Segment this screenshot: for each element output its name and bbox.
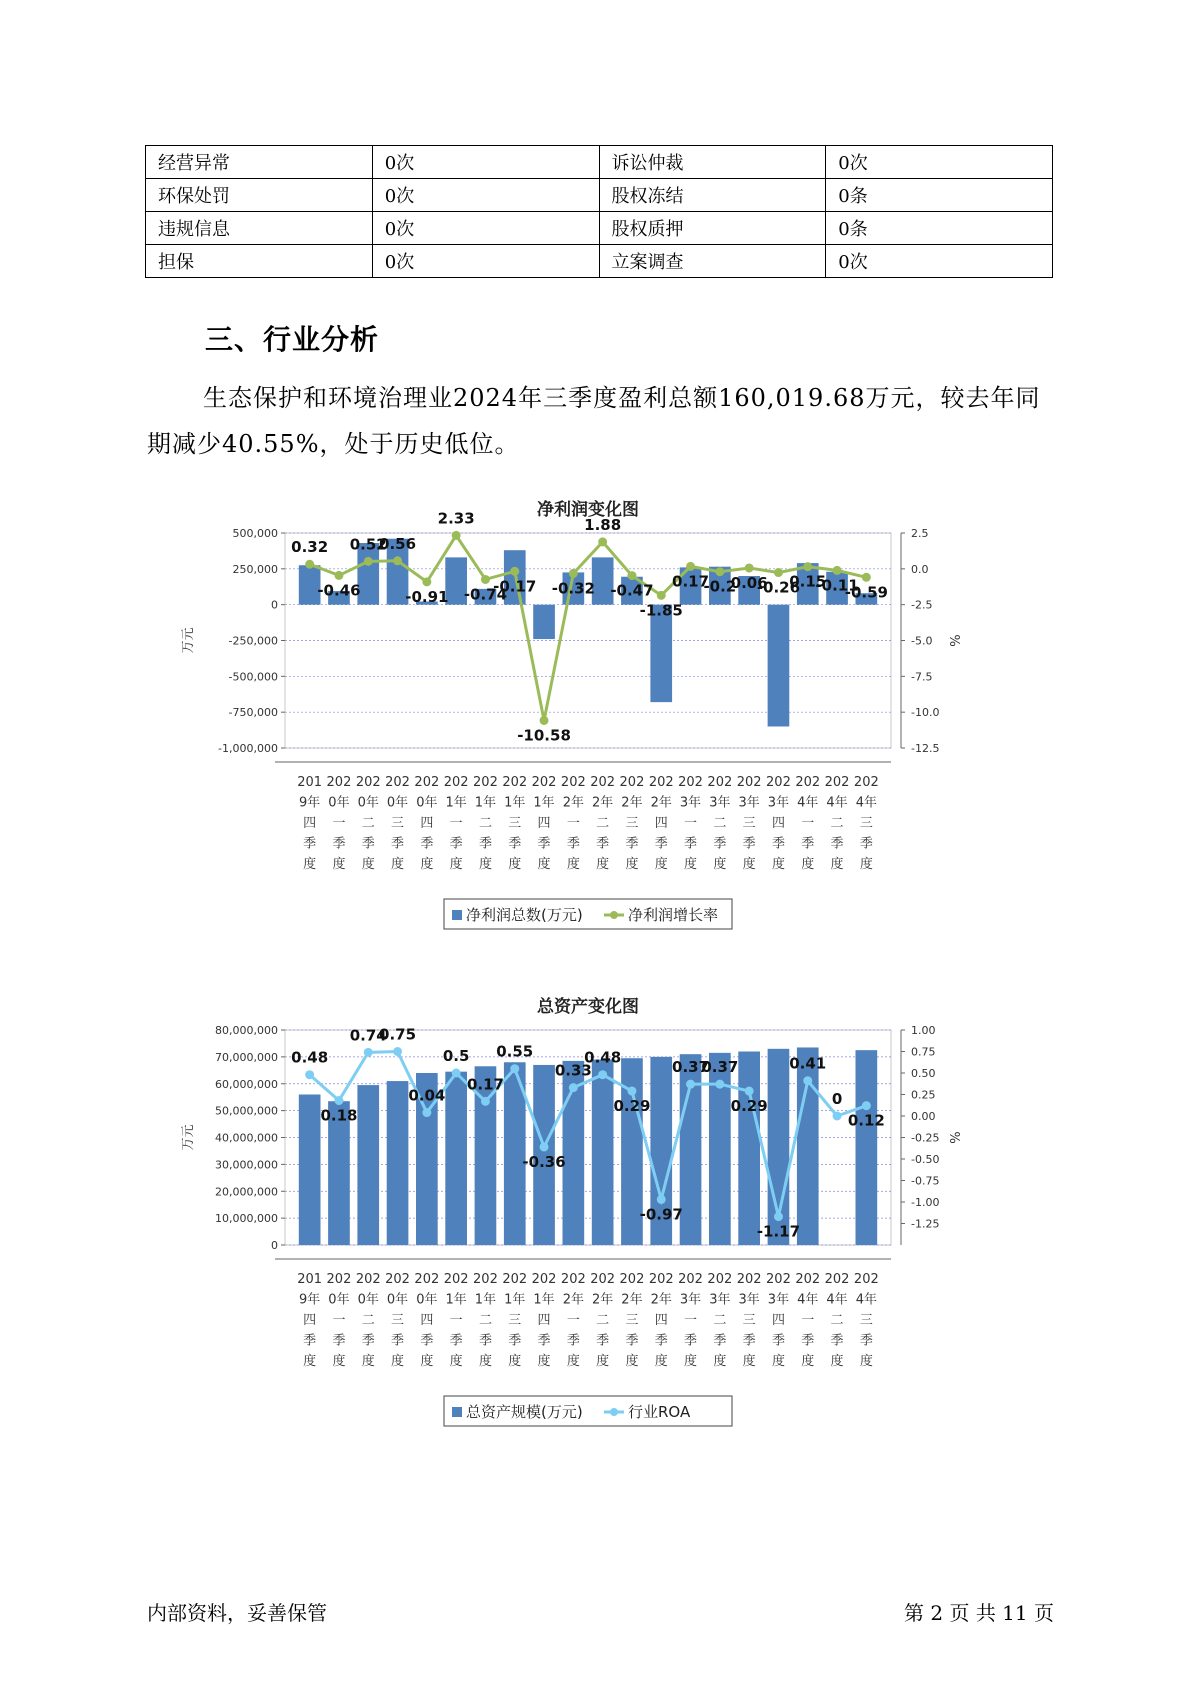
risk-value: 0次 (826, 245, 1053, 278)
risk-label: 诉讼仲裁 (599, 146, 826, 179)
data-label: -0.97 (639, 1205, 683, 1224)
bar (357, 1085, 379, 1245)
x-tick-label: 202 0年三季度 (385, 1272, 410, 1369)
line-point (481, 1097, 490, 1106)
risk-label: 环保处罚 (146, 179, 373, 212)
x-tick-label: 202 1年四季度 (531, 775, 557, 872)
line-point (598, 537, 607, 546)
y-right-tick-label: -0.25 (911, 1131, 940, 1145)
line-point (422, 577, 431, 586)
bar (299, 1095, 321, 1246)
risk-value: 0次 (372, 146, 599, 179)
x-tick-label: 202 2年二季度 (590, 775, 616, 872)
line-point (305, 560, 314, 569)
y-right-tick-label: 0.00 (911, 1110, 936, 1123)
y-right-tick-label: -7.5 (911, 670, 933, 684)
bar (533, 605, 555, 639)
table-row (146, 245, 1053, 278)
y-right-tick-label: -5.0 (911, 634, 933, 648)
table-row (146, 179, 1053, 212)
y-tick-label: 500,000 (232, 527, 278, 540)
line-point (598, 1070, 607, 1079)
x-tick-label: 202 0年四季度 (414, 775, 440, 872)
data-label: 0.52 (349, 535, 387, 554)
x-tick-label: 202 2年一季度 (560, 775, 586, 872)
y-tick-label: 0 (271, 1239, 278, 1252)
y-right-tick-label: -10.0 (911, 706, 940, 720)
legend-line-dot (610, 911, 618, 919)
data-label: -0.32 (551, 579, 595, 598)
data-label: -0.17 (493, 577, 537, 596)
x-tick-label: 201 9年四季度 (297, 775, 323, 872)
data-label: 2.33 (437, 509, 475, 528)
x-tick-label: 202 1年三季度 (502, 775, 528, 872)
x-tick-label: 202 3年四季度 (766, 775, 791, 872)
line-point (774, 1212, 783, 1221)
line-point (715, 567, 724, 576)
line-point (686, 1080, 695, 1089)
line-point (364, 1048, 373, 1057)
x-tick-label: 202 1年一季度 (443, 775, 469, 872)
line-point (334, 571, 343, 580)
line-point (481, 575, 490, 584)
legend-label: 总资产规模(万元) (466, 1403, 583, 1421)
line-point (833, 1112, 842, 1121)
x-tick-label: 202 0年二季度 (355, 1272, 381, 1369)
x-tick-label: 201 9年四季度 (297, 1272, 323, 1369)
x-tick-label: 202 3年三季度 (736, 775, 762, 872)
y-right-tick-label: 1.00 (911, 1024, 936, 1037)
data-label: 0.15 (789, 572, 827, 591)
risk-value: 0次 (372, 179, 599, 212)
risk-value: 0次 (372, 245, 599, 278)
line-point (452, 1069, 461, 1078)
legend-bar-swatch (452, 1407, 462, 1417)
total-assets-chart (180, 992, 980, 1442)
line-point (452, 531, 461, 540)
data-label: 0.06 (730, 573, 768, 592)
data-label: 0.37 (672, 1058, 710, 1077)
x-tick-label: 202 0年三季度 (385, 775, 410, 872)
data-label: -0.91 (405, 587, 449, 606)
y-right-axis-title: % (949, 634, 964, 647)
x-tick-label: 202 1年三季度 (502, 1272, 528, 1369)
data-label: 0 (831, 1090, 843, 1108)
line-point (774, 568, 783, 577)
x-tick-label: 202 2年四季度 (648, 775, 674, 872)
data-label: -0.11 (815, 576, 859, 595)
y-right-tick-label: 0.75 (911, 1045, 936, 1059)
chart-title: 总资产变化图 (537, 997, 639, 1017)
line-point (540, 1142, 549, 1151)
data-label: 1.88 (584, 515, 622, 534)
legend-line-dot (610, 1408, 618, 1416)
y-right-tick-label: -1.25 (911, 1217, 940, 1231)
risk-value: 0次 (826, 146, 1053, 179)
data-label: 0.32 (291, 538, 329, 557)
bar (387, 1081, 409, 1245)
data-label: 0.5 (442, 1047, 470, 1065)
legend-label: 净利润总数(万元) (466, 906, 583, 924)
line-point (305, 1070, 314, 1079)
y-tick-label: 20,000,000 (215, 1185, 278, 1199)
y-tick-label: -750,000 (228, 706, 278, 720)
y-right-tick-label: 0.50 (911, 1067, 936, 1080)
data-label: -0.36 (522, 1152, 566, 1171)
data-label: 0.17 (672, 572, 710, 591)
data-label: 0.37 (701, 1058, 739, 1077)
y-right-tick-label: -2.5 (911, 598, 933, 612)
y-tick-label: 50,000,000 (215, 1104, 278, 1118)
data-label: -0.47 (610, 581, 654, 600)
net-profit-chart (180, 495, 980, 945)
x-tick-label: 202 4年一季度 (795, 775, 821, 872)
line-point (686, 562, 695, 571)
line-point (862, 1101, 871, 1110)
x-tick-label: 202 2年三季度 (619, 1272, 645, 1369)
x-tick-label: 202 4年二季度 (824, 1272, 850, 1369)
y-axis-title: 万元 (181, 627, 196, 654)
footer-page-number: 第 2 页 共 11 页 (904, 1601, 1054, 1625)
bar (856, 1050, 878, 1245)
x-tick-label: 202 1年二季度 (473, 1272, 498, 1369)
risk-label: 经营异常 (146, 146, 373, 179)
x-tick-label: 202 3年二季度 (707, 775, 733, 872)
line-point (540, 716, 549, 725)
x-tick-label: 202 3年一季度 (678, 775, 703, 872)
x-tick-label: 202 1年一季度 (443, 1272, 469, 1369)
y-tick-label: 60,000,000 (215, 1077, 278, 1091)
x-tick-label: 202 0年一季度 (326, 775, 352, 872)
line-point (803, 1076, 812, 1085)
line-point (862, 573, 871, 582)
data-label: -0.74 (463, 585, 508, 604)
x-tick-label: 202 4年三季度 (853, 775, 879, 872)
y-tick-label: 30,000,000 (215, 1158, 278, 1172)
x-tick-label: 202 4年三季度 (853, 1272, 879, 1369)
y-tick-label: 70,000,000 (215, 1050, 278, 1064)
x-tick-label: 202 2年二季度 (590, 1272, 616, 1369)
table-row (146, 212, 1053, 245)
y-tick-label: 80,000,000 (215, 1024, 278, 1037)
y-right-tick-label: -12.5 (911, 742, 940, 755)
y-tick-label: -1,000,000 (218, 742, 278, 755)
risk-value: 0条 (826, 212, 1053, 245)
bar (445, 1072, 467, 1245)
y-axis-title: 万元 (181, 1124, 196, 1151)
line-point (334, 1096, 343, 1105)
bar (592, 1060, 614, 1245)
data-label: 0.48 (584, 1048, 622, 1067)
data-label: 0.48 (291, 1048, 329, 1067)
table-row (146, 146, 1053, 179)
legend-bar-swatch (452, 910, 462, 920)
x-tick-label: 202 2年三季度 (619, 775, 645, 872)
y-right-tick-label: -0.50 (911, 1153, 940, 1166)
x-tick-label: 202 0年二季度 (355, 775, 381, 872)
data-label: -10.58 (517, 726, 571, 745)
data-label: -0.26 (756, 578, 801, 597)
line-point (569, 569, 578, 578)
x-tick-label: 202 3年四季度 (766, 1272, 791, 1369)
risk-value: 0条 (826, 179, 1053, 212)
y-right-axis-title: % (949, 1131, 964, 1144)
x-tick-label: 202 2年一季度 (560, 1272, 586, 1369)
risk-label: 违规信息 (146, 212, 373, 245)
data-label: 0.04 (408, 1086, 446, 1105)
line-point (657, 1195, 666, 1204)
risk-label: 股权质押 (599, 212, 826, 245)
y-tick-label: 0 (271, 598, 278, 612)
y-right-tick-label: -1.00 (911, 1196, 940, 1209)
y-right-tick-label: 0.0 (911, 562, 929, 576)
risk-label: 立案调查 (599, 245, 826, 278)
total-assets-chart-svg (180, 992, 980, 1442)
data-label: 0.17 (466, 1075, 504, 1094)
x-tick-label: 202 1年二季度 (473, 775, 498, 872)
data-label: -1.85 (639, 601, 683, 620)
x-tick-label: 202 3年二季度 (707, 1272, 733, 1369)
line-point (745, 563, 754, 572)
line-point (627, 1087, 636, 1096)
chart-title: 净利润变化图 (537, 500, 639, 520)
x-tick-label: 202 0年一季度 (326, 1272, 352, 1369)
x-tick-label: 202 3年一季度 (678, 1272, 703, 1369)
y-right-tick-label: 2.5 (911, 527, 929, 540)
net-profit-chart-svg (180, 495, 980, 945)
legend-label: 行业ROA (628, 1403, 691, 1421)
data-label: 0.12 (847, 1111, 885, 1130)
y-tick-label: 40,000,000 (215, 1131, 278, 1145)
line-point (627, 571, 636, 580)
bar (738, 1052, 760, 1246)
data-label: 0.33 (554, 1061, 592, 1080)
data-label: 0.56 (379, 534, 417, 553)
line-point (745, 1087, 754, 1096)
x-tick-label: 202 3年三季度 (736, 1272, 762, 1369)
data-label: 0.74 (349, 1026, 387, 1045)
x-tick-label: 202 1年四季度 (531, 1272, 557, 1369)
risk-value: 0次 (372, 212, 599, 245)
y-right-tick-label: 0.25 (911, 1088, 936, 1102)
data-label: 0.55 (496, 1042, 534, 1061)
data-label: 0.75 (379, 1025, 417, 1044)
line-point (422, 1108, 431, 1117)
line-point (569, 1083, 578, 1092)
data-label: 0.18 (320, 1106, 358, 1125)
x-tick-label: 202 0年四季度 (414, 1272, 440, 1369)
data-label: 0.29 (730, 1097, 768, 1116)
data-label: 0.41 (789, 1054, 827, 1073)
data-label: -0.46 (317, 581, 361, 600)
line-point (803, 562, 812, 571)
line-point (393, 1047, 402, 1056)
section-title: 三、行业分析 (205, 323, 380, 356)
risk-info-table (145, 145, 1053, 278)
legend-label: 净利润增长率 (628, 906, 719, 924)
footer-confidential: 内部资料，妥善保管 (147, 1601, 327, 1625)
data-label: -0.2 (703, 577, 737, 596)
data-label: 0.29 (613, 1097, 651, 1116)
y-right-tick-label: -0.75 (911, 1174, 940, 1188)
x-tick-label: 202 4年一季度 (795, 1272, 821, 1369)
y-tick-label: 10,000,000 (215, 1212, 278, 1226)
line-point (364, 557, 373, 566)
y-tick-label: -500,000 (228, 670, 278, 684)
analysis-paragraph: 生态保护和环境治理业2024年三季度盈利总额160,019.68万元，较去年同期减少40.55%，处于历史低位。 (147, 384, 1041, 458)
data-label: -0.59 (844, 583, 888, 602)
risk-label: 担保 (146, 245, 373, 278)
data-label: -1.17 (756, 1222, 801, 1241)
risk-label: 股权冻结 (599, 179, 826, 212)
line-point (833, 566, 842, 575)
line-point (715, 1080, 724, 1089)
line-point (393, 556, 402, 565)
line-point (510, 567, 519, 576)
y-tick-label: -250,000 (228, 634, 278, 648)
x-tick-label: 202 4年二季度 (824, 775, 850, 872)
line-point (510, 1064, 519, 1073)
x-tick-label: 202 2年四季度 (648, 1272, 674, 1369)
bar (768, 605, 790, 727)
risk-table-body (146, 146, 1053, 278)
line-point (657, 591, 666, 600)
y-tick-label: 250,000 (232, 562, 278, 576)
